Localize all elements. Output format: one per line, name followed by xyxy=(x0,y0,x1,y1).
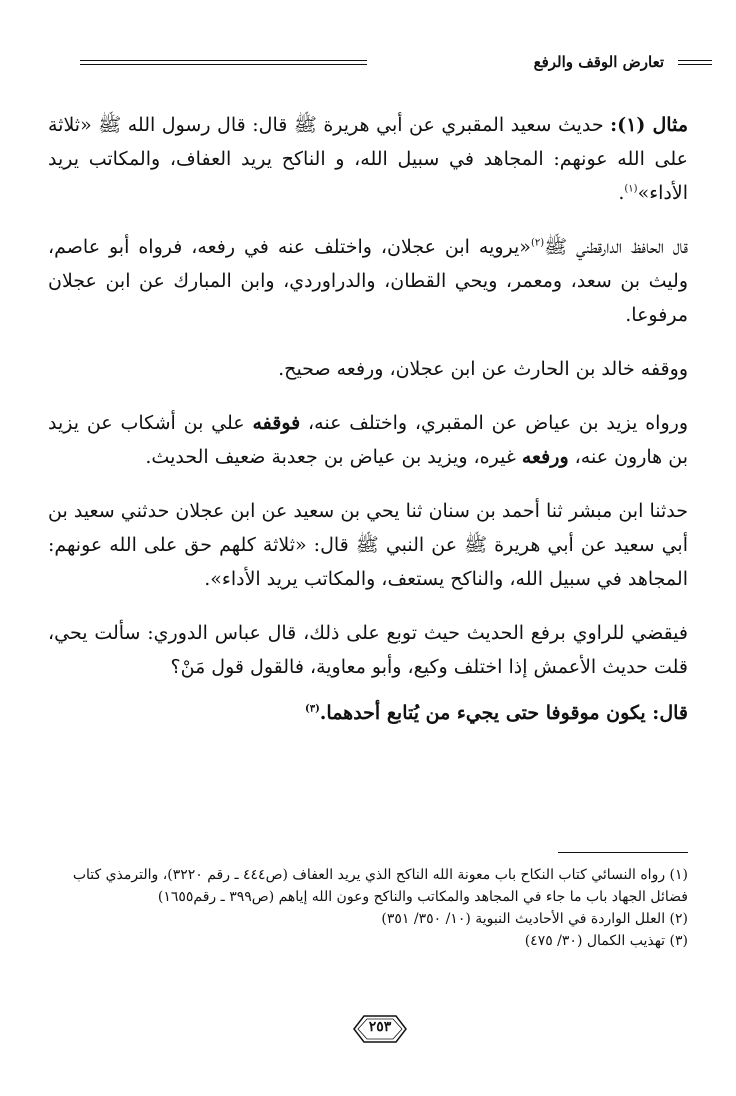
footnote-2: (٢) العلل الواردة في الأحاديث النبوية (١٠/ ٣٥٠/ ٣٥١) xyxy=(381,911,688,927)
footnotes xyxy=(48,864,688,952)
paragraph-text: فيقضي للراوي برفع الحديث حيث توبع على ذلك، قال عباس الدوري: سألت يحي، قلت حديث الأعمش إذا اختلف وكيع، وأبو معاوية، فالقول قول مَنْ؟ xyxy=(48,622,688,678)
header-title: تعارض الوقف والرفع xyxy=(533,53,664,71)
footnote-ref-3[interactable]: (٣) xyxy=(304,703,320,715)
paragraph-text: ووقفه خالد بن الحارث عن ابن عجلان، ورفعه صحيح. xyxy=(278,358,688,380)
paragraph-example-1 xyxy=(48,108,688,210)
footnote-ref-2[interactable]: (٢) xyxy=(530,237,545,249)
footnote-3: (٣) تهذيب الكمال (٣٠/ ٤٧٥) xyxy=(524,933,688,949)
paragraph-daraqutni xyxy=(48,230,688,332)
paragraph-text: حدثنا ابن مبشر ثنا أحمد بن سنان ثنا يحي بن سعيد عن ابن عجلان حدثني سعيد بن أبي سعيد عن أبي هريرة ﷺ عن النبي ﷺ قال: «ثلاثة كلهم حق على الله عونهم: المجاهد في سبيل الله، والناكح يستعف، والمكاتب يريد الأداء». xyxy=(48,500,688,590)
bold-term-waqf: فوقفه xyxy=(252,412,301,434)
page-number: ٢٥٣ xyxy=(368,1019,392,1035)
paragraph-judgement xyxy=(48,616,688,684)
header-rule-right xyxy=(678,60,712,61)
footnote-ref-1[interactable]: (١) xyxy=(624,183,638,195)
example-label: مثال (١): xyxy=(610,114,689,136)
paragraph-waqf xyxy=(48,352,688,386)
page-number-ornament xyxy=(350,1013,410,1045)
paragraph-answer xyxy=(48,696,688,730)
running-header xyxy=(80,52,712,76)
paragraph-text: حديث سعيد المقبري عن أبي هريرة ﷺ قال: قال رسول الله ﷺ «ثلاثة على الله عونهم: المجاهد في سبيل الله، و الناكح يريد العفاف، والمكاتب يريد الأداء» xyxy=(48,114,688,204)
footnote-1: (١) رواه النسائي كتاب النكاح باب معونة الله الناكح الذي يريد العفاف (ص٤٤٤ ـ رقم ٣٢٢٠)، والترمذي كتاب فضائل الجهاد باب ما جاء في المجاهد والمكاتب والناكح وعون الله إياهم (ص٣٩٩ ـ رقم١٦٥٥) xyxy=(72,867,688,905)
paragraph-text: قال الحافظ الدارقطني ﷺ xyxy=(544,236,688,258)
paragraph-text: ورواه يزيد بن عياض عن المقبري، واختلف عنه، xyxy=(300,412,688,434)
paragraph-text: قال: يكون موقوفا حتى يجيء من يُتابع أحدهما. xyxy=(319,702,688,724)
paragraph-text: علي بن أشكاب عن يزيد بن هارون عنه، xyxy=(48,412,688,468)
paragraph-text: غيره، ويزيد بن عياض بن جعدبة ضعيف الحديث. xyxy=(145,446,522,468)
header-rule-left xyxy=(80,60,367,61)
paragraph-tail: . xyxy=(618,182,625,204)
paragraph-rest: «يرويه ابن عجلان، واختلف عنه في رفعه، فرواه أبو عاصم، وليث بن سعد، ومعمر، ويحي القطان، والدراوردي، وابن المبارك عن ابن عجلان مرفوعا. xyxy=(48,236,688,326)
bold-term-raf: ورفعه xyxy=(521,446,569,468)
main-text xyxy=(48,108,688,750)
paragraph-isnad xyxy=(48,494,688,596)
paragraph-yazid xyxy=(48,406,688,474)
footnote-separator xyxy=(558,852,688,853)
